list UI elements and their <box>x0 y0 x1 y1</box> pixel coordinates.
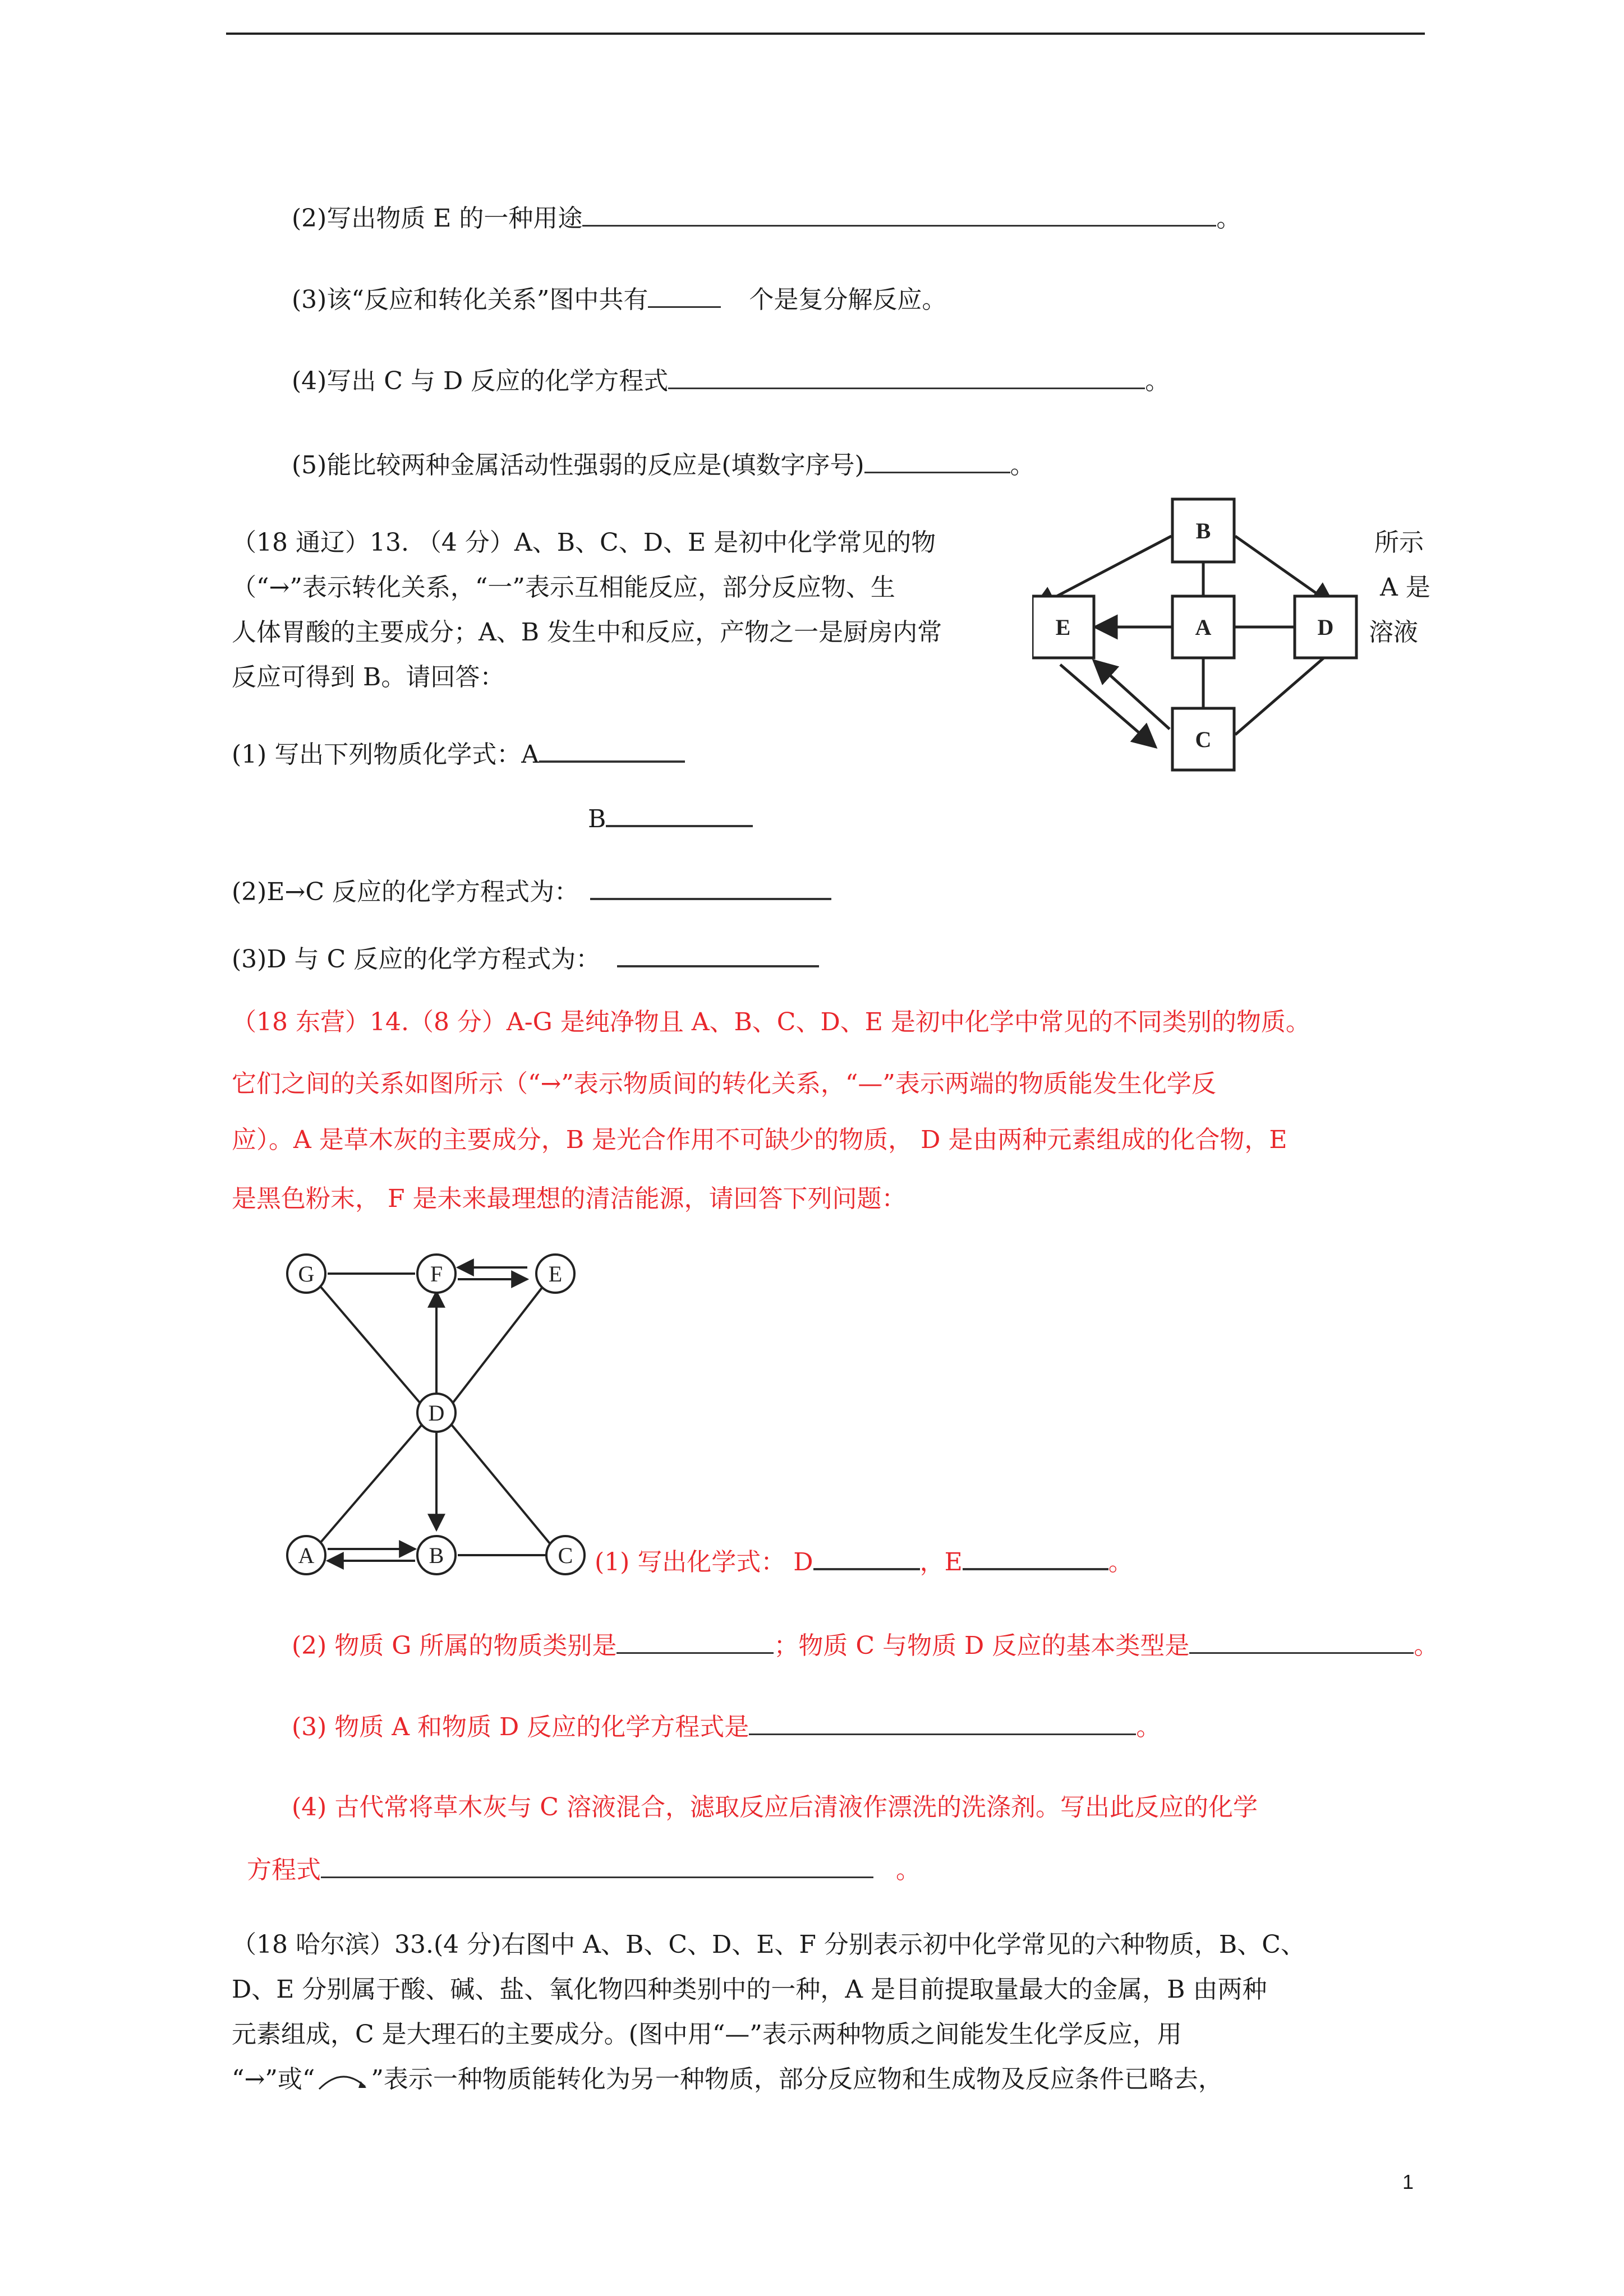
node-d-label: D <box>428 1400 445 1426</box>
q13-part1b: B <box>588 798 753 836</box>
answer-blank[interactable] <box>648 279 721 308</box>
node-e-label: E <box>548 1261 563 1287</box>
node-g-label: G <box>298 1261 315 1287</box>
node-f-label: F <box>430 1261 443 1287</box>
q13-stem-tail1: 所示 <box>1374 528 1424 557</box>
q13-stem-tail3: 溶液 <box>1369 618 1418 647</box>
line-d-a <box>320 1423 424 1543</box>
answer-blank[interactable] <box>617 1625 774 1654</box>
q13-stem-tail2: A 是 <box>1380 573 1430 602</box>
q12-part3: (3)该“反应和转化关系”图中共有 个是复分解反应。 <box>292 279 946 317</box>
answer-blank[interactable] <box>749 1707 1136 1735</box>
header-rule <box>226 33 1425 35</box>
q14-part4-line2: 方程式 。 <box>247 1850 921 1887</box>
node-c-label: C <box>558 1543 573 1568</box>
q13-stem-line4: 反应可得到 B。请回答： <box>232 663 505 691</box>
line-e-d <box>452 1287 542 1404</box>
q13-stem-line3: 人体胃酸的主要成分；A、B 发生中和反应，产物之一是厨房内常 <box>232 618 942 647</box>
line-g-d <box>321 1287 421 1404</box>
curved-arrow-icon <box>315 2070 371 2092</box>
answer-blank[interactable] <box>1189 1625 1414 1654</box>
answer-blank[interactable] <box>582 198 1216 227</box>
answer-blank[interactable] <box>617 938 819 967</box>
line-d-c <box>450 1423 550 1543</box>
arrow-c-to-e <box>1094 661 1170 729</box>
node-b-label: B <box>1195 518 1211 543</box>
q12-part4: (4)写出 C 与 D 反应的化学方程式 。 <box>292 361 1170 398</box>
answer-blank[interactable] <box>539 734 685 763</box>
answer-blank[interactable] <box>606 798 753 827</box>
arrow-e-to-c <box>1060 665 1156 747</box>
page-number: 1 <box>1402 2170 1414 2193</box>
answer-blank[interactable] <box>864 445 1010 473</box>
node-d-label: D <box>1317 615 1334 640</box>
q13-relation-diagram <box>1032 494 1408 785</box>
q33-stem-line1: （18 哈尔滨）33.(4 分)右图中 A、B、C、D、E、F 分别表示初中化学常见的六种物质，B、C、 <box>232 1930 1305 1959</box>
node-c-label: C <box>1195 727 1212 752</box>
line-d-c <box>1235 658 1324 735</box>
q14-part1: (1) 写出化学式： D ，E 。 <box>595 1541 1133 1579</box>
q13-part1a: (1) 写出下列物质化学式：A <box>232 734 685 772</box>
node-a-label: A <box>1195 615 1212 640</box>
q33-stem-line2: D、E 分别属于酸、碱、盐、氧化物四种类别中的一种，A 是目前提取量最大的金属，B 由两种 <box>232 1975 1267 2004</box>
answer-blank[interactable] <box>668 361 1145 389</box>
q14-part3: (3) 物质 A 和物质 D 反应的化学方程式是 。 <box>292 1707 1161 1744</box>
node-e-label: E <box>1055 615 1071 640</box>
q14-part2: (2) 物质 G 所属的物质类别是 ；物质 C 与物质 D 反应的基本类型是 。 <box>292 1625 1438 1663</box>
q14-relation-diagram <box>280 1248 606 1579</box>
q33-stem-line4: “→”或“ ”表示一种物质能转化为另一种物质，部分反应物和生成物及反应条件已略去， <box>232 2065 1223 2094</box>
q14-stem-line4: 是黑色粉末， F 是未来最理想的清洁能源，请回答下列问题： <box>232 1184 907 1213</box>
answer-blank[interactable] <box>963 1541 1108 1570</box>
q12-part5: (5)能比较两种金属活动性强弱的反应是(填数字序号) 。 <box>292 445 1035 482</box>
node-a-label: A <box>298 1543 315 1568</box>
q13-stem-line1: （18 通辽）13. （4 分）A、B、C、D、E 是初中化学常见的物 <box>232 528 936 557</box>
q13-part3: (3)D 与 C 反应的化学方程式为： <box>232 938 819 976</box>
q14-stem-line3: 应）。A 是草木灰的主要成分，B 是光合作用不可缺少的物质， D 是由两种元素组成的化合物，E <box>232 1126 1287 1154</box>
q14-stem-line1: （18 东营）14.（8 分）A-G 是纯净物且 A、B、C、D、E 是初中化学中常见的不同类别的物质。 <box>232 1008 1310 1036</box>
answer-blank[interactable] <box>590 871 831 900</box>
answer-blank[interactable] <box>321 1850 873 1878</box>
node-b-label: B <box>429 1543 444 1568</box>
q12-part2: (2)写出物质 E 的一种用途 。 <box>292 198 1241 236</box>
q33-stem-line3: 元素组成，C 是大理石的主要成分。(图中用“—”表示两种物质之间能发生化学反应，用 <box>232 2020 1182 2049</box>
q13-stem-line2: （“→”表示转化关系，“一”表示互相能反应，部分反应物、生 <box>232 573 895 602</box>
q13-part2: (2)E→C 反应的化学方程式为： <box>232 871 831 909</box>
q14-stem-line2: 它们之间的关系如图所示（“→”表示物质间的转化关系，“—”表示两端的物质能发生化学反 <box>232 1069 1216 1098</box>
answer-blank[interactable] <box>813 1541 920 1570</box>
q14-part4-line1: (4) 古代常将草木灰与 C 溶液混合，滤取反应后清液作漂洗的洗涤剂。写出此反应的化学 <box>292 1793 1258 1822</box>
